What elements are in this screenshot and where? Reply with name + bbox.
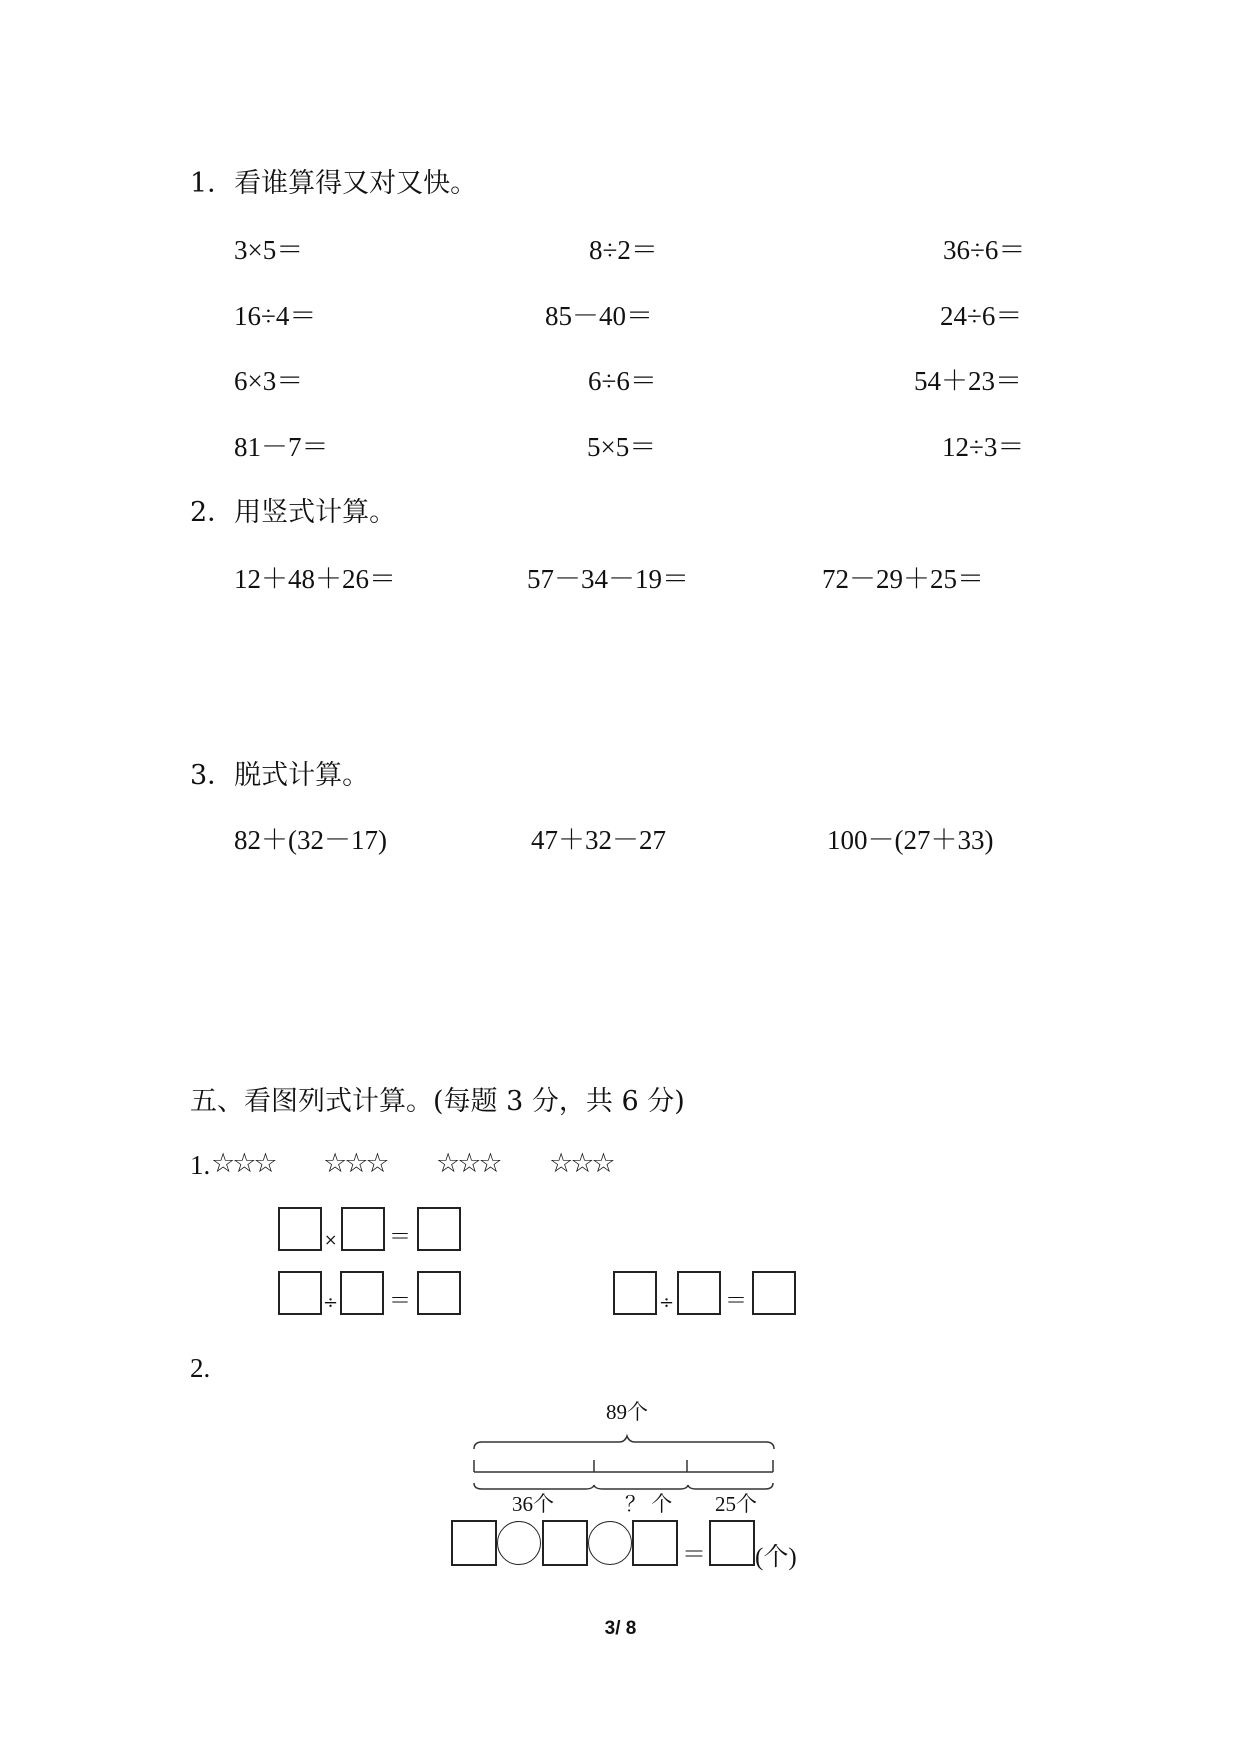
problem: 6÷6＝ — [588, 366, 657, 396]
p2-label: 2. — [190, 1353, 211, 1383]
problem: 54＋23＝ — [914, 366, 1022, 396]
problem: 36÷6＝ — [943, 235, 1026, 265]
star-icon-group: ☆☆☆ — [323, 1148, 387, 1179]
problem: 82＋(32－17) — [234, 825, 387, 855]
q1-title: 1．看谁算得又对又快。 — [190, 168, 478, 199]
problem: 72－29＋25＝ — [822, 564, 984, 594]
operator-circle[interactable] — [497, 1521, 541, 1565]
q2-title: 2．用竖式计算。 — [190, 497, 397, 528]
times-sign: × — [324, 1230, 338, 1249]
answer-box[interactable] — [542, 1520, 588, 1566]
part-label: 25个 — [715, 1492, 757, 1516]
star-icon-group: ☆☆☆ — [549, 1148, 613, 1179]
problem: 16÷4＝ — [234, 301, 317, 331]
unit-label: (个) — [755, 1544, 797, 1571]
divide-sign: ÷ — [659, 1292, 675, 1313]
equals-sign: ＝ — [389, 1289, 412, 1314]
part-label: ？ 个 — [625, 1492, 673, 1516]
answer-box[interactable] — [451, 1520, 497, 1566]
problem: 5×5＝ — [587, 432, 657, 462]
problem: 12÷3＝ — [942, 432, 1025, 462]
problem: 8÷2＝ — [589, 235, 658, 265]
star-icon-group: ☆☆☆ — [436, 1148, 500, 1179]
q3-title: 3．脱式计算。 — [190, 760, 370, 791]
total-label: 89个 — [606, 1400, 648, 1424]
part-label: 36个 — [512, 1492, 554, 1516]
p1-label: 1. — [190, 1150, 211, 1180]
problem: 12＋48＋26＝ — [234, 564, 396, 594]
answer-box[interactable] — [632, 1520, 678, 1566]
problem: 47＋32－27 — [531, 825, 666, 855]
problem: 81－7＝ — [234, 432, 329, 462]
problem: 57－34－19＝ — [527, 564, 689, 594]
star-icon-group: ☆☆☆ — [211, 1148, 275, 1179]
equals-sign: ＝ — [682, 1540, 706, 1568]
operator-circle[interactable] — [588, 1521, 632, 1565]
problem: 3×5＝ — [234, 235, 304, 265]
page-number: 3/ 8 — [604, 1618, 637, 1639]
problem: 6×3＝ — [234, 366, 304, 396]
problem: 85－40＝ — [545, 301, 653, 331]
problem: 100－(27＋33) — [827, 825, 994, 855]
equals-sign: ＝ — [725, 1289, 748, 1314]
problem: 24÷6＝ — [940, 301, 1023, 331]
divide-sign: ÷ — [323, 1292, 339, 1313]
answer-box[interactable] — [709, 1520, 755, 1566]
equals-sign: ＝ — [389, 1225, 412, 1250]
section5-title: 五、看图列式计算。(每题 3 分，共 6 分) — [190, 1086, 685, 1117]
